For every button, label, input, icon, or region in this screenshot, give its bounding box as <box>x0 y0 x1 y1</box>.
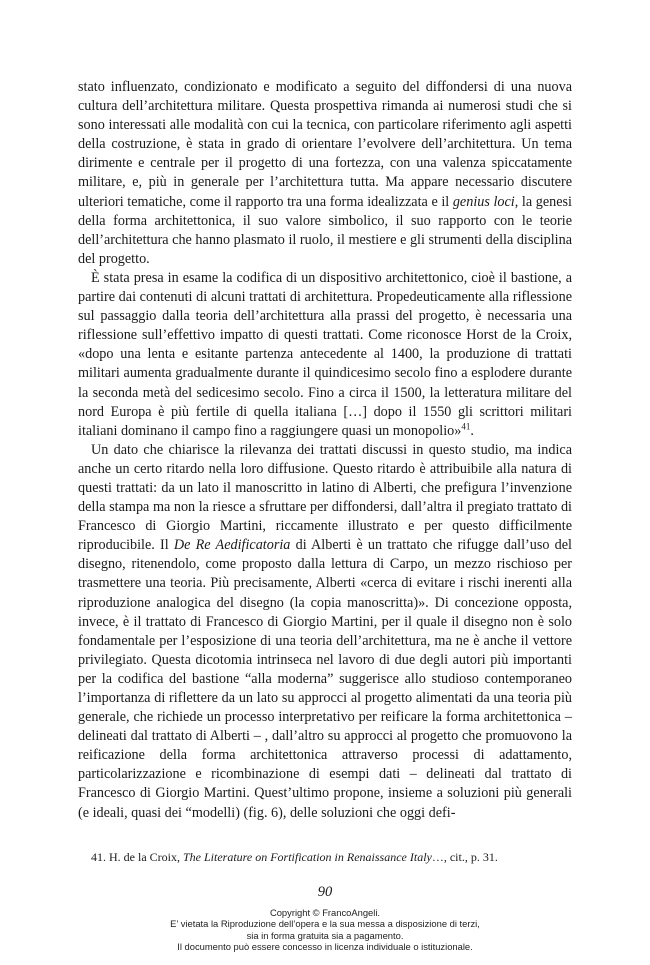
footnote-number: 41. <box>91 850 106 864</box>
paragraph-1-text-a: stato influenzato, condizionato e modificato a seguito del diffondersi di una nuova cultura dell’architettura militare. Questa prospettiva rimanda ai numerosi studi che si sono interessati alle modalità con cui la tecnica, con particolare riferimento agli aspetti della costruzione, è stata in grado di orientare l’evolvere dell’architettura. Un tema dirimente e centrale per il progetto di una fortezza, con una valenza spiccatamente militare, e, più in generale per l’architettura tutta. Ma appare necessario discutere ulteriori tematiche, come il rapporto tra una forma idealizzata e il <box>78 79 572 210</box>
copyright-line: E’ vietata la Riproduzione dell’opera e la sua messa a disposizione di terzi, <box>170 918 480 930</box>
body-text <box>78 78 572 823</box>
footnote-author: H. de la Croix, <box>106 850 183 864</box>
paragraph-2-text-a: È stata presa in esame la codifica di un dispositivo architettonico, cioè il bastione, a partire dai contenuti di alcuni trattati di architettura. Propedeuticamente alla riflessione sul passaggio dalla teoria dell’architettura alla prassi del progetto, è necessaria una riflessione sull’effettivo impatto di questi trattati. Come riconosce Horst de la Croix, «dopo una lenta e esitante partenza antecedente al 1400, la produzione di trattati militari aumenta gradualmente durante il quindicesimo secolo fino a esplodere durante la seconda metà del sedicesimo secolo. Fino a circa il 1500, la letteratura militare del nord Europa è più fertile di quella italiana […] dopo il 1550 gli scrittori militari italiani dominano il campo fino a raggiungere quasi un monopolio» <box>78 269 572 439</box>
paragraph-3-text-b: di Alberti è un trattato che rifugge dall’uso del disegno, ritenendolo, come proposto dalla lettura di Carpo, un mezzo rischioso per trasmettere una teoria. Più precisamente, Alberti «cerca di evitare i rischi inerenti alla riproduzione analogica del disegno (la copia manoscritta)». Di concezione opposta, invece, è il trattato di Francesco di Giorgio Martini, per il quale il disegno non è solo fondamentale per l’esposizione di una teoria dell’architettura, ma ne è anche il vettore privilegiato. Questa dicotomia intrinseca nel lavoro di due degli autori più importanti per la codifica del bastione “alla moderna” suggerisce allo studioso contemporaneo l’importanza di riflettere da un lato su approcci al progetto alimentati da una teoria più generale, che richiede un processo interpretativo per reificare la forma architettonica – delineati dal trattato di Alberti – , dall’altro su approcci al progetto che promuovono la reificazione della forma architettonica attraverso processi di adattamento, particolarizzazione e ricombinazione di esempi dati – delineati dal trattato di Francesco di Giorgio Martini. Quest’ultimo propone, insieme a soluzioni più generali (e ideali, quasi dei “modelli) (fig. 6), delle soluzioni che oggi defi- <box>78 537 572 821</box>
paragraph-3-text-a: Un dato che chiarisce la rilevanza dei trattati discussi in questo studio, ma indica anche un certo ritardo nella loro diffusione. Questo ritardo è attribuibile alla natura di questi trattati: da un lato il manoscritto in latino di Alberti, che prefigura l’invenzione della stampa ma non la riesce a sfruttare per diffondersi, dall’altra il pregiato trattato di Francesco di Giorgio Martini, riccamente illustrato e per questo difficilmente riproducibile. Il <box>78 441 572 554</box>
de-re-aedificatoria-italic: De Re Aedificatoria <box>173 537 291 554</box>
copyright-line: Il documento può essere concesso in licenza individuale o istituzionale. <box>177 940 473 952</box>
footnote-title: The Literature on Fortification in Renaissance Italy <box>183 850 432 864</box>
footnote-reference-41[interactable]: 41 <box>461 420 471 431</box>
paragraph-3 <box>78 441 572 823</box>
paragraph-2-text-b: . <box>470 422 474 439</box>
paragraph-2 <box>78 269 572 441</box>
page-number: 90 <box>317 884 333 900</box>
copyright-line: Copyright © FrancoAngeli. <box>269 907 381 918</box>
paragraph-1-text-b: , la genesi della forma architettonica, il suo valore simbolico, il suo rapporto con le teorie dell’architettura che hanno plasmato il ruolo, il mestiere e gli strumenti della disciplina del progetto. <box>78 193 572 267</box>
footnote-citation: …, cit., p. 31. <box>431 850 498 864</box>
copyright-notice <box>0 907 650 952</box>
paragraph-1 <box>78 78 572 269</box>
copyright-line: sia in forma gratuita sia a pagamento. <box>246 929 404 941</box>
footnote-41 <box>78 849 572 865</box>
genius-loci-italic: genius loci <box>452 193 515 210</box>
